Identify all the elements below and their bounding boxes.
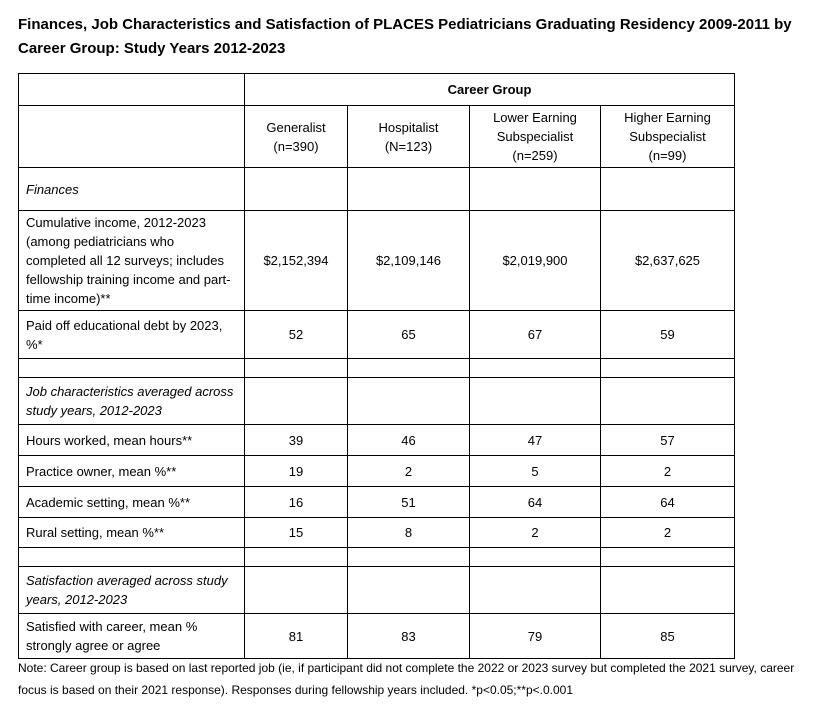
cell-value: 64 bbox=[601, 487, 735, 518]
header-row-columns bbox=[19, 106, 735, 168]
table-row-satisfied bbox=[19, 614, 735, 659]
cell-value: $2,152,394 bbox=[245, 211, 348, 311]
cell-value: 83 bbox=[348, 614, 470, 659]
empty-header-cell bbox=[19, 106, 245, 168]
cell-value: 19 bbox=[245, 456, 348, 487]
cell-value: 79 bbox=[470, 614, 601, 659]
table-title: Finances, Job Characteristics and Satisfaction of PLACES Pediatricians Graduating Residency 2009-2011 by Career Group: Study Years 2012-2023 bbox=[18, 16, 792, 57]
column-header-generalist: Generalist (n=390) bbox=[245, 106, 348, 168]
table-row-debt bbox=[19, 311, 735, 359]
cell-value: 51 bbox=[348, 487, 470, 518]
row-label: Paid off educational debt by 2023, %* bbox=[19, 311, 245, 359]
cell-value: $2,019,900 bbox=[470, 211, 601, 311]
table-row-owner bbox=[19, 456, 735, 487]
cell-value: 2 bbox=[601, 456, 735, 487]
empty-header-cell bbox=[19, 74, 245, 106]
cell-value: 2 bbox=[348, 456, 470, 487]
column-header-higher-earning: Higher Earning Subspecialist (n=99) bbox=[601, 106, 735, 168]
cell-value: $2,637,625 bbox=[601, 211, 735, 311]
cell-value: 57 bbox=[601, 425, 735, 456]
cell-value: 64 bbox=[470, 487, 601, 518]
table-row-rural bbox=[19, 518, 735, 548]
cell-value: 81 bbox=[245, 614, 348, 659]
section-label: Satisfaction averaged across study years, 2012-2023 bbox=[19, 567, 245, 614]
section-label: Job characteristics averaged across study years, 2012-2023 bbox=[19, 378, 245, 425]
cell-value: 2 bbox=[470, 518, 601, 548]
row-label: Practice owner, mean %** bbox=[19, 456, 245, 487]
cell-value: 67 bbox=[470, 311, 601, 359]
career-group-table bbox=[18, 73, 735, 659]
row-label: Satisfied with career, mean % strongly agree or agree bbox=[19, 614, 245, 659]
spacer-row bbox=[19, 359, 735, 378]
table-row-income bbox=[19, 211, 735, 311]
row-label: Rural setting, mean %** bbox=[19, 518, 245, 548]
section-row-finances bbox=[19, 168, 735, 211]
cell-value: 39 bbox=[245, 425, 348, 456]
column-header-lower-earning: Lower Earning Subspecialist (n=259) bbox=[470, 106, 601, 168]
cell-value: 46 bbox=[348, 425, 470, 456]
cell-value: 65 bbox=[348, 311, 470, 359]
row-label: Academic setting, mean %** bbox=[19, 487, 245, 518]
cell-value: $2,109,146 bbox=[348, 211, 470, 311]
cell-value: 85 bbox=[601, 614, 735, 659]
cell-value: 5 bbox=[470, 456, 601, 487]
header-row-group bbox=[19, 74, 735, 106]
cell-value: 47 bbox=[470, 425, 601, 456]
cell-value: 15 bbox=[245, 518, 348, 548]
table-row-academic bbox=[19, 487, 735, 518]
column-header-hospitalist: Hospitalist (N=123) bbox=[348, 106, 470, 168]
row-label: Hours worked, mean hours** bbox=[19, 425, 245, 456]
section-row-satisfaction bbox=[19, 567, 735, 614]
career-group-header: Career Group bbox=[245, 74, 735, 106]
spacer-row bbox=[19, 548, 735, 567]
section-label: Finances bbox=[19, 168, 245, 211]
cell-value: 2 bbox=[601, 518, 735, 548]
table-row-hours bbox=[19, 425, 735, 456]
table-footnote: Note: Career group is based on last reported job (ie, if participant did not complete the 2022 or 2023 survey but completed the 2021 survey, career focus is based on their 2021 response). Responses during fellowship years included. *p<0.05;**p<.0.001 bbox=[18, 661, 795, 697]
cell-value: 8 bbox=[348, 518, 470, 548]
section-row-job bbox=[19, 378, 735, 425]
cell-value: 59 bbox=[601, 311, 735, 359]
cell-value: 16 bbox=[245, 487, 348, 518]
cell-value: 52 bbox=[245, 311, 348, 359]
row-label: Cumulative income, 2012-2023 (among pediatricians who completed all 12 surveys; includes fellowship training income and part-time income)** bbox=[19, 211, 245, 311]
